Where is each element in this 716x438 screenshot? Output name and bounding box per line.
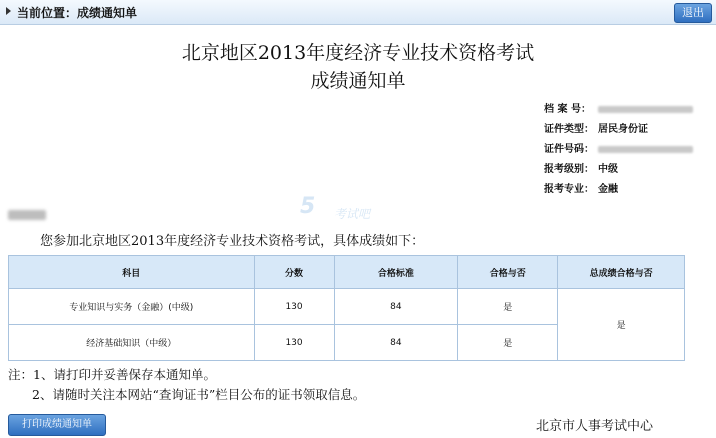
standard-cell: 84 — [334, 325, 458, 361]
issuer-name: 北京市人事考试中心 — [536, 419, 654, 434]
overall-cell: 是 — [558, 289, 685, 361]
watermark-number: 5 — [300, 194, 316, 219]
header-score: 分数 — [254, 256, 334, 289]
table-header-row — [9, 256, 685, 289]
pass-cell: 是 — [458, 289, 558, 325]
id-type-label: 证件类型： — [544, 124, 594, 135]
note-line-1: 注：1、请打印并妥善保存本通知单。 — [8, 367, 216, 382]
greeting-name-redacted — [8, 210, 46, 220]
score-cell: 130 — [254, 289, 334, 325]
major-label: 报考专业： — [544, 184, 594, 195]
watermark-logo: 考试吧 — [334, 207, 371, 221]
level-value: 中级 — [598, 164, 618, 175]
table-row — [9, 289, 685, 325]
header-overall: 总成绩合格与否 — [558, 256, 685, 289]
standard-cell: 84 — [334, 289, 458, 325]
pass-cell: 是 — [458, 325, 558, 361]
level-row — [544, 160, 693, 180]
notes — [8, 365, 365, 405]
page-title: 北京地区2013年度经济专业技术资格考试 — [181, 42, 535, 64]
id-number-label: 证件号码： — [544, 144, 594, 155]
archive-value-redacted — [598, 106, 693, 113]
major-value: 金融 — [598, 184, 618, 195]
exit-button[interactable]: 退出 — [674, 3, 712, 23]
candidate-info — [544, 100, 693, 200]
print-button[interactable]: 打印成绩通知单 — [8, 414, 106, 436]
archive-row — [544, 100, 693, 120]
note-line-2: 2、请随时关注本网站“查询证书”栏目公布的证书领取信息。 — [32, 387, 366, 402]
id-number-value-redacted — [598, 146, 693, 153]
header-subject: 科目 — [9, 256, 255, 289]
breadcrumb: 当前位置：成绩通知单 — [17, 6, 138, 20]
triangle-right-icon — [6, 7, 11, 15]
level-label: 报考级别： — [544, 164, 594, 175]
subject-cell: 经济基础知识（中级） — [9, 325, 255, 361]
header-pass: 合格与否 — [458, 256, 558, 289]
subject-cell: 专业知识与实务（金融）(中级) — [9, 289, 255, 325]
major-row — [544, 180, 693, 200]
id-type-row — [544, 120, 693, 140]
header-standard: 合格标准 — [334, 256, 458, 289]
top-bar — [0, 0, 716, 25]
page-subtitle: 成绩通知单 — [310, 70, 406, 92]
archive-label: 档 案 号： — [544, 104, 591, 115]
scores-table — [8, 255, 685, 361]
intro-text: 您参加北京地区2013年度经济专业技术资格考试，具体成绩如下： — [40, 234, 425, 249]
id-number-row — [544, 140, 693, 160]
id-type-value: 居民身份证 — [598, 124, 648, 135]
score-cell: 130 — [254, 325, 334, 361]
